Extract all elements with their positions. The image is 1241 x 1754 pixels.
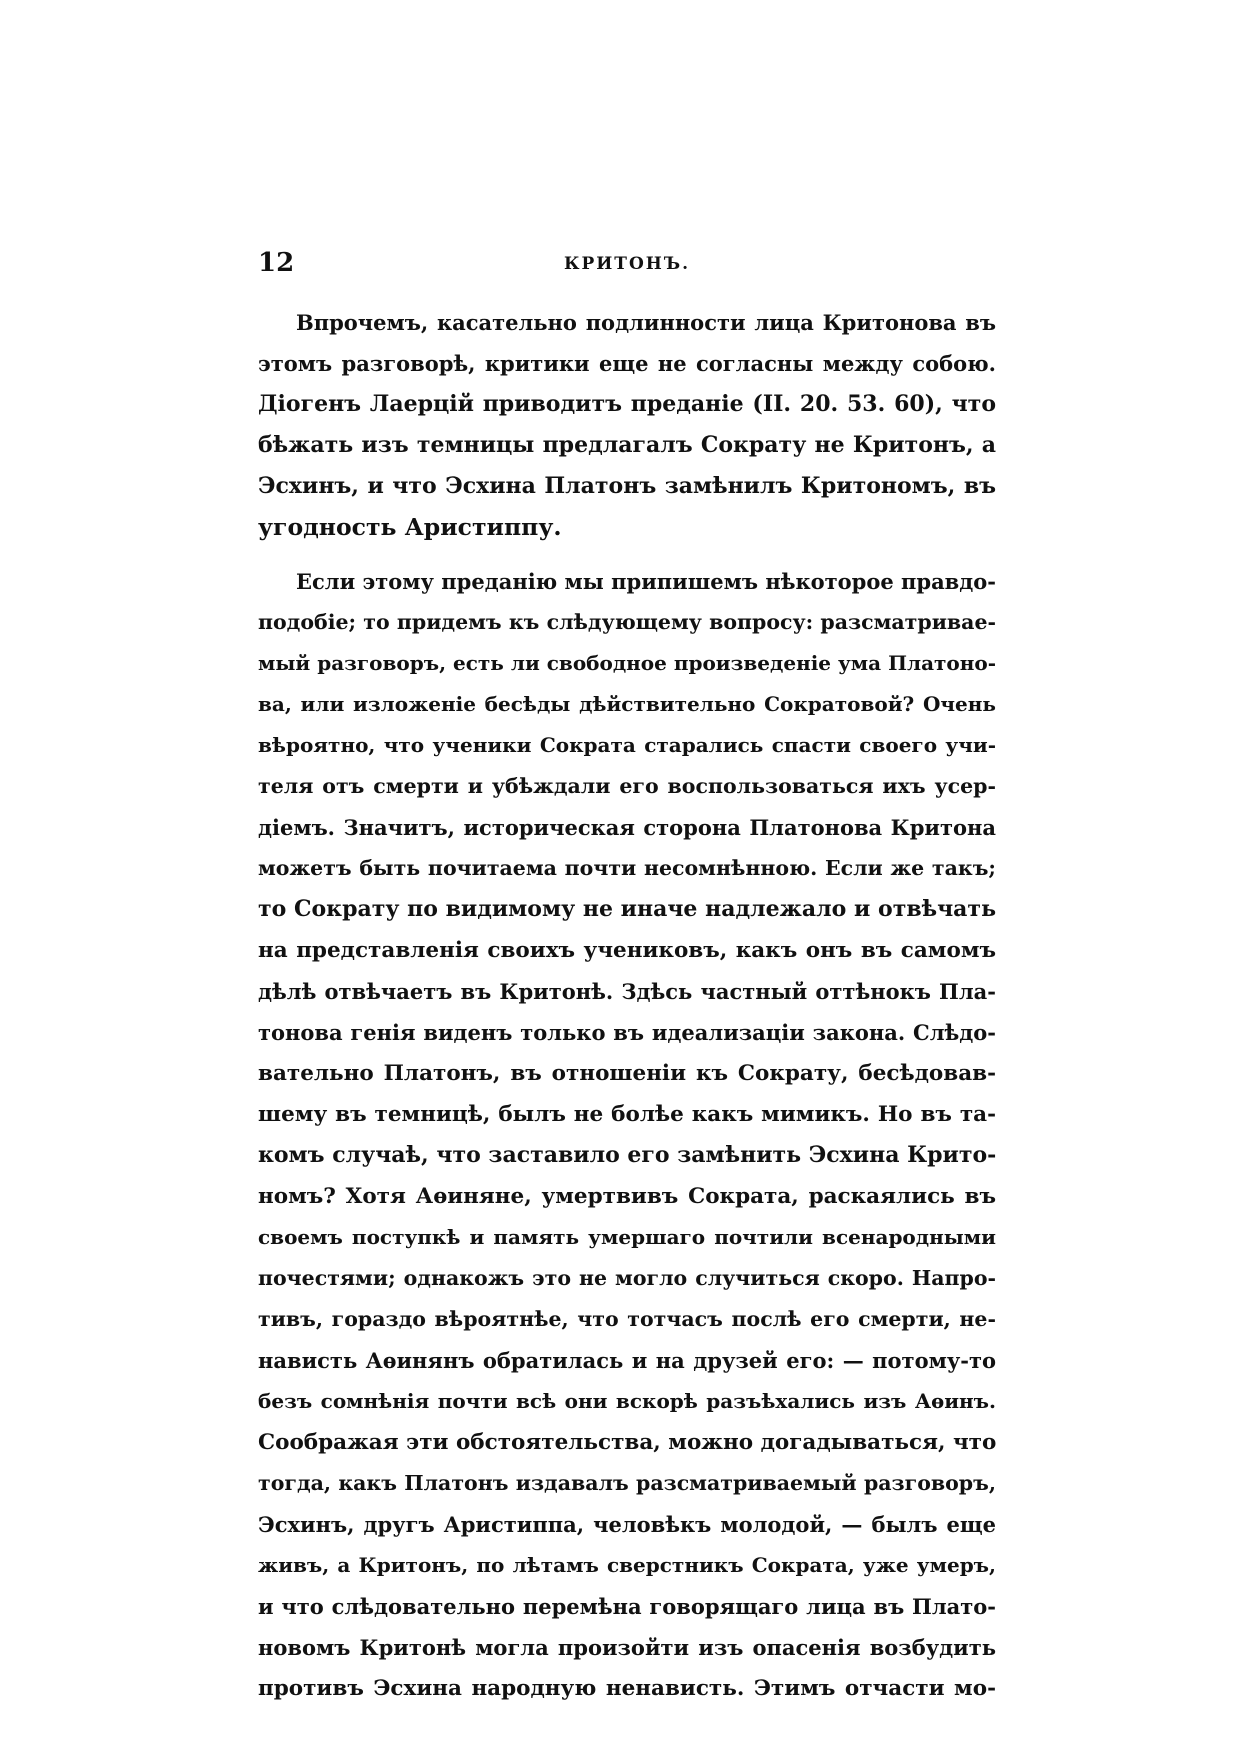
text-line: противъ Эсхина народную ненависть. Этимъ отчасти мо- xyxy=(258,1676,996,1701)
running-head: КРИТОНЪ. xyxy=(563,254,690,274)
text-line: своемъ поступкѣ и память умершаго почтили всенародными xyxy=(258,1225,996,1249)
text-line: тогда, какъ Платонъ издавалъ разсматриваемый разговоръ, xyxy=(258,1471,996,1495)
text-line: Соображая эти обстоятельства, можно догадываться, что xyxy=(258,1430,996,1455)
text-line: Впрочемъ, касательно подлинности лица Критонова въ xyxy=(296,310,996,335)
text-line: тивъ, гораздо вѣроятнѣе, что тотчасъ послѣ его смерти, не- xyxy=(258,1307,996,1331)
text-line: вательно Платонъ, въ отношеніи къ Сократу, бесѣдовав- xyxy=(258,1061,996,1086)
text-line: угодность Аристиппу. xyxy=(258,513,562,541)
text-line: тонова генія виденъ только въ идеализаціи закона. Слѣдо- xyxy=(258,1020,996,1045)
text-line: дѣлѣ отвѣчаетъ въ Критонѣ. Здѣсь частный оттѣнокъ Пла- xyxy=(258,979,996,1004)
text-line: на представленія своихъ учениковъ, какъ онъ въ самомъ xyxy=(258,938,996,963)
text-line: и что слѣдовательно перемѣна говорящаго лица въ Плато- xyxy=(258,1594,996,1619)
text-line: то Сократу по видимому не иначе надлежало и отвѣчать xyxy=(258,896,996,922)
text-line: Діогенъ Лаерцій приводитъ преданіе (II. 20. 53. 60), что xyxy=(258,391,996,417)
text-line: бѣжать изъ темницы предлагалъ Сократу не Критонъ, а xyxy=(258,432,996,458)
text-line: безъ сомнѣнія почти всѣ они вскорѣ разъѣхались изъ Аѳинъ. xyxy=(258,1389,996,1413)
text-line: Эсхинъ, и что Эсхина Платонъ замѣнилъ Критономъ, въ xyxy=(258,473,996,499)
text-line: подобіе; то придемъ къ слѣдующему вопросу: разсматривае- xyxy=(258,610,996,634)
text-line: теля отъ смерти и убѣждали его воспользоваться ихъ усер- xyxy=(258,774,996,798)
page-header xyxy=(258,248,996,288)
body-text xyxy=(258,302,996,1709)
text-line: Если этому преданію мы припишемъ нѣкоторое правдо- xyxy=(296,569,996,594)
text-line: этомъ разговорѣ, критики еще не согласны между собою. xyxy=(258,351,996,376)
text-line: ва, или изложеніе бесѣды дѣйствительно Сократовой? Очень xyxy=(258,692,996,716)
text-line: шему въ темницѣ, былъ не болѣе какъ мимикъ. Но въ та- xyxy=(258,1102,996,1127)
text-line: номъ? Хотя Аѳиняне, умертвивъ Сократа, раскаялись въ xyxy=(258,1184,996,1209)
text-line: діемъ. Значитъ, историческая сторона Платонова Критона xyxy=(258,815,996,840)
text-line: вѣроятно, что ученики Сократа старались спасти своего учи- xyxy=(258,733,996,757)
text-line: новомъ Критонѣ могла произойти изъ опасенія возбудить xyxy=(258,1635,996,1660)
page-number: 12 xyxy=(258,248,295,278)
text-line: почестями; однакожъ это не могло случиться скоро. Напро- xyxy=(258,1266,996,1290)
text-line: мый разговоръ, есть ли свободное произведеніе ума Платоно- xyxy=(258,651,996,675)
paragraph-1 xyxy=(258,302,996,548)
text-line: комъ случаѣ, что заставило его замѣнить Эсхина Крито- xyxy=(258,1142,996,1168)
text-line: Эсхинъ, другъ Аристиппа, человѣкъ молодой, — былъ еще xyxy=(258,1512,996,1537)
text-line: можетъ быть почитаема почти несомнѣнною. Если же такъ; xyxy=(258,856,996,880)
text-line: живъ, а Критонъ, по лѣтамъ сверстникъ Сократа, уже умеръ, xyxy=(258,1553,996,1577)
paragraph-2 xyxy=(258,561,996,1709)
text-line: нависть Аѳинянъ обратилась и на друзей его: — потому-то xyxy=(258,1348,996,1373)
